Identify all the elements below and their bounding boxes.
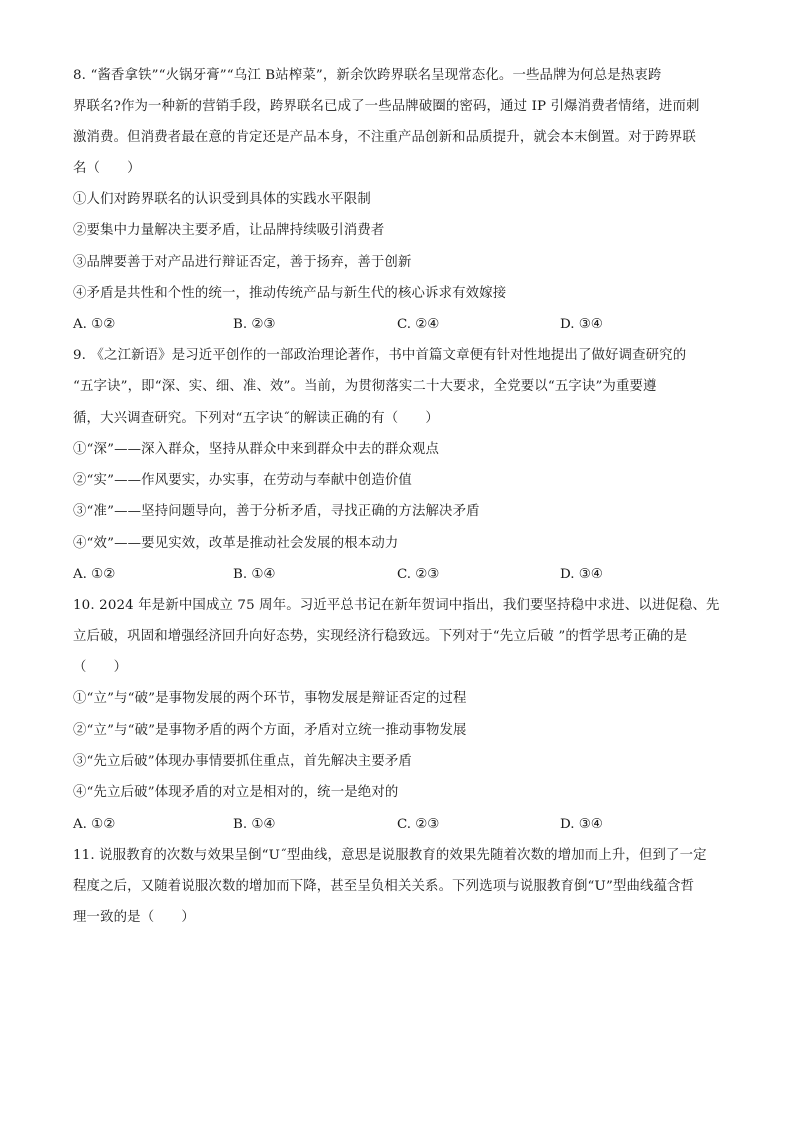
q10-statement-1: ①“立”与“破”是事物发展的两个环节，事物发展是辩证否定的过程 [73, 691, 467, 706]
q10-statement-2: ②“立”与“破”是事物矛盾的两个方面，矛盾对立统一推动事物发展 [73, 723, 467, 738]
q8-stem-line-1: 8. “酱香拿铁”“火锅牙膏”“乌江 B站榨菜”，新余饮跨界联名呈现常态化。一些品牌为何总是热衷跨 [73, 68, 662, 83]
q9-statement-4: ④“效”——要见实效，改革是推动社会发展的根本动力 [73, 536, 399, 551]
q10-option-d[interactable]: D. ③④ [560, 817, 603, 832]
q8-statement-1: ①人们对跨界联名的认识受到具体的实践水平限制 [73, 192, 371, 207]
q9-option-d[interactable]: D. ③④ [560, 567, 603, 582]
q8-statement-2: ②要集中力量解决主要矛盾，让品牌持续吸引消费者 [73, 223, 385, 238]
q8-option-a[interactable]: A. ①② [73, 317, 116, 332]
q11-stem-line-1: 11. 说服教育的次数与效果呈倒“U˝型曲线，意思是说服教育的效果先随着次数的增加而上升，但到了一定 [73, 848, 707, 863]
q8-options [73, 315, 733, 335]
q11-stem-line-3: 理一致的是（ ） [73, 910, 195, 925]
q9-stem-line-1: 9. 《之江新语》是习近平创作的一部政治理论著作，书中首篇文章便有针对性地提出了做好调查研究的 [73, 348, 687, 363]
q8-statement-3: ③品牌要善于对产品进行辩证否定，善于扬弃，善于创新 [73, 255, 412, 270]
q9-option-b[interactable]: B. ①④ [233, 567, 276, 582]
q8-stem-line-3: 激消费。但消费者最在意的肯定还是产品本身，不注重产品创新和品质提升，就会本末倒置。对于跨界联 [73, 130, 696, 145]
q8-stem-line-4: 名（ ） [73, 161, 141, 176]
q10-statement-4: ④“先立后破”体现矛盾的对立是相对的，统一是绝对的 [73, 785, 399, 800]
q11-stem-line-2: 程度之后，又随着说服次数的增加而下降，甚至呈负相关关系。下列选项与说服教育倒“U”型曲线蕴含哲 [73, 879, 695, 894]
q10-option-c[interactable]: C. ②③ [397, 817, 440, 832]
q10-stem-line-1: 10. 2024 年是新中国成立 75 周年。习近平总书记在新年贺词中指出，我们要坚持稳中求进、以进促稳、先 [73, 598, 720, 613]
q10-option-a[interactable]: A. ①② [73, 817, 116, 832]
q10-option-b[interactable]: B. ①④ [233, 817, 276, 832]
q9-statement-2: ②“实”——作风要实，办实事，在劳动与奉献中创造价值 [73, 473, 412, 488]
q8-stem-line-2: 界联名?作为一种新的营销手段，跨界联名已成了一些品牌破圈的密码，通过 IP 引爆消费者情绪，进而刺 [73, 99, 700, 114]
q8-option-c[interactable]: C. ②④ [397, 317, 440, 332]
q10-stem-line-3: （ ） [73, 660, 128, 675]
q9-stem-line-2: “五字诀”，即“深、实、细、准、效”。当前，为贯彻落实二十大要求，全党要以“五字诀”为重要遵 [73, 379, 657, 394]
q9-options [73, 565, 733, 585]
q8-option-b[interactable]: B. ②③ [233, 317, 276, 332]
q10-options [73, 815, 733, 835]
q8-option-d[interactable]: D. ③④ [560, 317, 603, 332]
q8-statement-4: ④矛盾是共性和个性的统一，推动传统产品与新生代的核心诉求有效嫁接 [73, 286, 507, 301]
q9-option-c[interactable]: C. ②③ [397, 567, 440, 582]
q10-stem-line-2: 立后破，巩固和增强经济回升向好态势，实现经济行稳致远。下列对于“先立后破 ”的哲学思考正确的是 [73, 629, 688, 644]
q9-stem-line-3: 循，大兴调查研究。下列对“五字诀˝的解读正确的有（ ） [73, 411, 439, 426]
q10-statement-3: ③“先立后破”体现办事情要抓住重点，首先解决主要矛盾 [73, 754, 412, 769]
q9-statement-3: ③“准”——坚持问题导向，善于分析矛盾，寻找正确的方法解决矛盾 [73, 504, 480, 519]
q9-statement-1: ①“深”——深入群众，坚持从群众中来到群众中去的群众观点 [73, 442, 440, 457]
q9-option-a[interactable]: A. ①② [73, 567, 116, 582]
